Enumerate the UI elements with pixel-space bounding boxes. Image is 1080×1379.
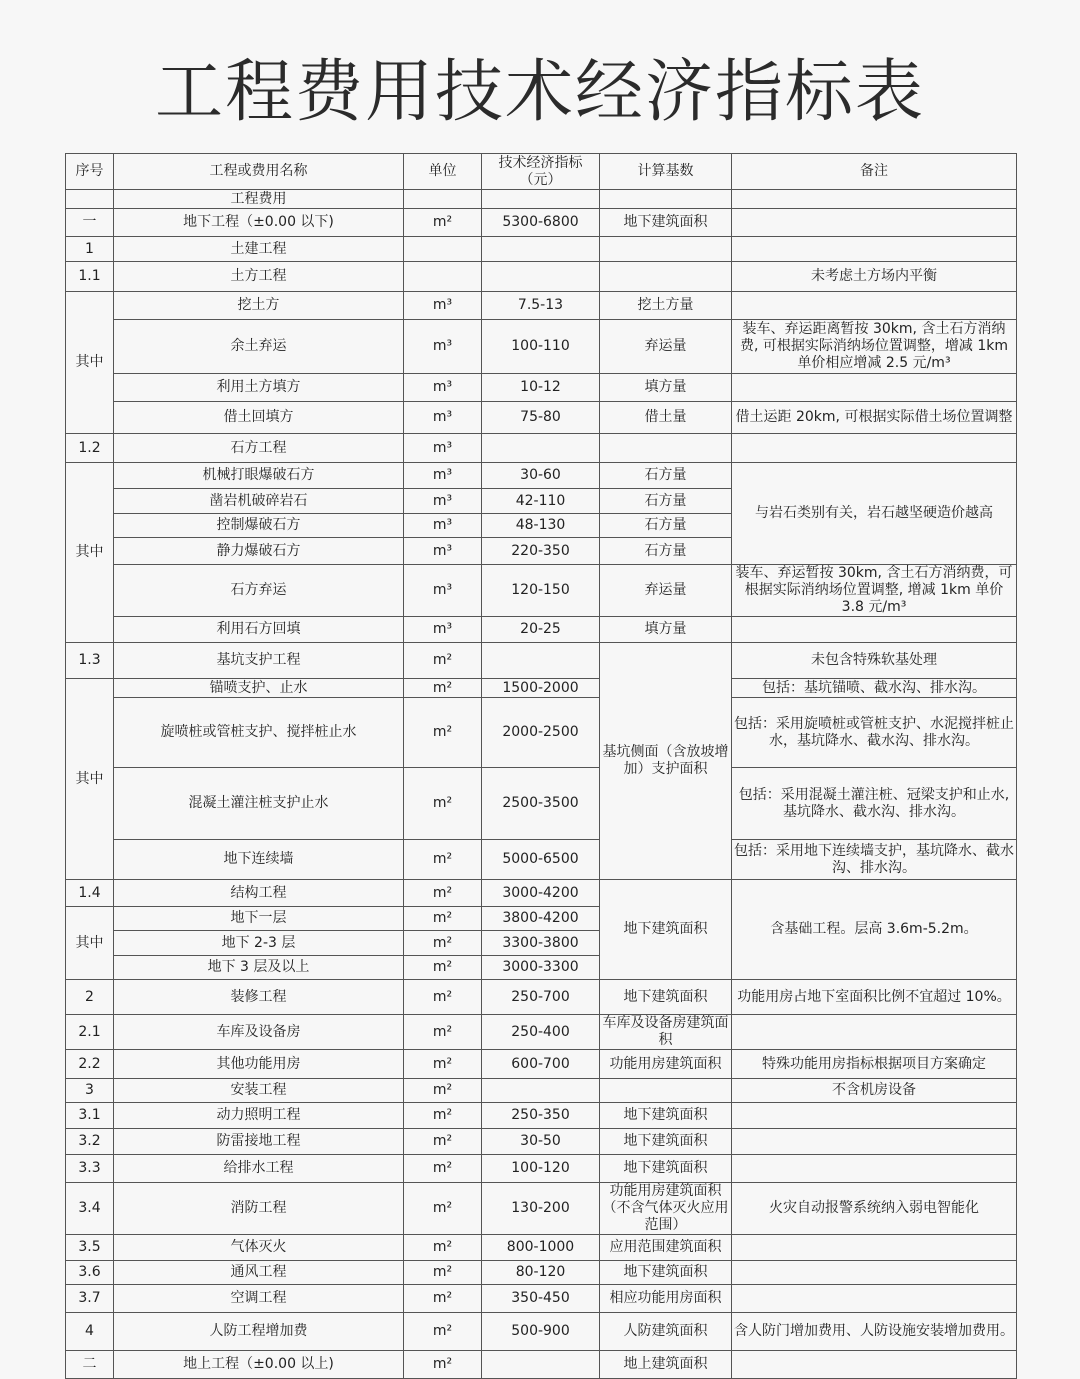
table-row (66, 617, 1017, 643)
row-name: 地上工程（±0.00 以上) (114, 1351, 404, 1379)
row-unit: m³ (404, 538, 482, 565)
row-seq: 二 (66, 1351, 114, 1379)
row-note: 未包含特殊软基处理 (732, 643, 1017, 679)
row-seq: 3.4 (66, 1183, 114, 1235)
row-basis: 地下建筑面积 (600, 880, 732, 980)
row-unit: m² (404, 1285, 482, 1313)
row-basis: 挖土方量 (600, 292, 732, 320)
row-note: 火灾自动报警系统纳入弱电智能化 (732, 1183, 1017, 1235)
row-note: 未考虑土方场内平衡 (732, 262, 1017, 292)
row-index: 5000-6500 (482, 840, 600, 880)
row-seq: 3.5 (66, 1235, 114, 1261)
row-seq: 其中 (66, 292, 114, 434)
row-name: 土方工程 (114, 262, 404, 292)
row-unit: m² (404, 1015, 482, 1050)
row-basis: 应用范围建筑面积 (600, 1235, 732, 1261)
row-name: 车库及设备房 (114, 1015, 404, 1050)
row-unit: m² (404, 768, 482, 840)
row-index: 30-50 (482, 1129, 600, 1155)
row-note: 与岩石类别有关，岩石越坚硬造价越高 (732, 463, 1017, 565)
row-basis: 石方量 (600, 489, 732, 514)
row-index: 500-900 (482, 1313, 600, 1351)
row-index: 130-200 (482, 1183, 600, 1235)
header-row (66, 154, 1017, 190)
row-name: 气体灭火 (114, 1235, 404, 1261)
row-note: 包括：基坑锚喷、截水沟、排水沟。 (732, 679, 1017, 698)
table-row (66, 679, 1017, 698)
row-note: 借土运距 20km, 可根据实际借土场位置调整 (732, 402, 1017, 434)
row-unit: m² (404, 1103, 482, 1129)
row-name: 安装工程 (114, 1079, 404, 1103)
row-name: 锚喷支护、止水 (114, 679, 404, 698)
row-seq: 3.3 (66, 1155, 114, 1183)
row-basis: 地下建筑面积 (600, 1261, 732, 1285)
table-row (66, 880, 1017, 907)
row-basis: 地上建筑面积 (600, 1351, 732, 1379)
row-basis: 相应功能用房面积 (600, 1285, 732, 1313)
row-name: 空调工程 (114, 1285, 404, 1313)
row-note: 包括：采用混凝土灌注桩、冠梁支护和止水, 基坑降水、截水沟、排水沟。 (732, 768, 1017, 840)
row-name: 借土回填方 (114, 402, 404, 434)
table-row (66, 402, 1017, 434)
row-unit: m² (404, 1183, 482, 1235)
row-name: 石方工程 (114, 434, 404, 463)
row-index: 5300-6800 (482, 209, 600, 237)
row-unit: m³ (404, 617, 482, 643)
row-unit: m² (404, 840, 482, 880)
table-row (66, 768, 1017, 840)
header-basis: 计算基数 (600, 154, 732, 190)
table-row (66, 1129, 1017, 1155)
row-note: 特殊功能用房指标根据项目方案确定 (732, 1050, 1017, 1079)
row-unit: m³ (404, 514, 482, 538)
row-unit: m² (404, 907, 482, 931)
row-name: 地下 2-3 层 (114, 931, 404, 956)
row-index: 7.5-13 (482, 292, 600, 320)
row-name: 其他功能用房 (114, 1050, 404, 1079)
row-unit: m² (404, 1235, 482, 1261)
row-name: 挖土方 (114, 292, 404, 320)
table-row (66, 190, 1017, 209)
row-note: 不含机房设备 (732, 1079, 1017, 1103)
row-name: 机械打眼爆破石方 (114, 463, 404, 489)
row-index: 220-350 (482, 538, 600, 565)
row-basis: 借土量 (600, 402, 732, 434)
row-unit: m² (404, 1050, 482, 1079)
row-basis: 地下建筑面积 (600, 1155, 732, 1183)
row-seq: 其中 (66, 907, 114, 980)
row-name: 装修工程 (114, 980, 404, 1015)
row-name: 地下工程（±0.00 以下) (114, 209, 404, 237)
row-unit: m² (404, 643, 482, 679)
row-seq: 1.1 (66, 262, 114, 292)
row-index: 20-25 (482, 617, 600, 643)
row-seq: 1 (66, 237, 114, 262)
table-row (66, 463, 1017, 489)
row-name: 人防工程增加费 (114, 1313, 404, 1351)
row-index: 250-700 (482, 980, 600, 1015)
row-note: 包括：采用旋喷桩或管桩支护、水泥搅拌桩止水，基坑降水、截水沟、排水沟。 (732, 698, 1017, 768)
row-note: 装车、弃运暂按 30km, 含土石方消纳费，可根据实际消纳场位置调整, 增减 1km 单价 3.8 元/m³ (732, 565, 1017, 617)
row-basis: 石方量 (600, 463, 732, 489)
row-unit: m³ (404, 374, 482, 402)
header-index: 技术经济指标（元） (482, 154, 600, 190)
table-row (66, 1155, 1017, 1183)
row-name: 控制爆破石方 (114, 514, 404, 538)
table-row (66, 840, 1017, 880)
table-row (66, 434, 1017, 463)
row-basis: 弃运量 (600, 565, 732, 617)
row-unit: m² (404, 1313, 482, 1351)
row-seq: 1.3 (66, 643, 114, 679)
row-name: 地下一层 (114, 907, 404, 931)
table-row (66, 320, 1017, 374)
row-name: 土建工程 (114, 237, 404, 262)
row-note: 装车、弃运距离暂按 30km, 含土石方消纳费, 可根据实际消纳场位置调整，增减 1km 单价相应增减 2.5 元/m³ (732, 320, 1017, 374)
row-note: 含人防门增加费用、人防设施安装增加费用。 (732, 1313, 1017, 1351)
row-basis: 石方量 (600, 538, 732, 565)
table-row (66, 1079, 1017, 1103)
row-seq: 3.7 (66, 1285, 114, 1313)
row-index: 3000-4200 (482, 880, 600, 907)
row-name: 石方弃运 (114, 565, 404, 617)
row-note: 功能用房占地下室面积比例不宜超过 10%。 (732, 980, 1017, 1015)
table-row (66, 1285, 1017, 1313)
row-index: 100-110 (482, 320, 600, 374)
row-name: 旋喷桩或管桩支护、搅拌桩止水 (114, 698, 404, 768)
row-unit: m² (404, 1079, 482, 1103)
row-unit: m² (404, 1351, 482, 1379)
table-row (66, 565, 1017, 617)
page-title: 工程费用技术经济指标表 (154, 53, 925, 132)
indicator-table (65, 153, 1017, 1379)
row-unit: m² (404, 1155, 482, 1183)
row-name: 地下连续墙 (114, 840, 404, 880)
row-index: 350-450 (482, 1285, 600, 1313)
row-index: 3000-3300 (482, 956, 600, 980)
row-unit: m² (404, 956, 482, 980)
row-index: 3300-3800 (482, 931, 600, 956)
header-note: 备注 (732, 154, 1017, 190)
row-name: 结构工程 (114, 880, 404, 907)
table-row (66, 262, 1017, 292)
row-seq: 一 (66, 209, 114, 237)
row-basis: 地下建筑面积 (600, 1129, 732, 1155)
row-name: 通风工程 (114, 1261, 404, 1285)
row-basis: 地下建筑面积 (600, 1103, 732, 1129)
row-seq: 3 (66, 1079, 114, 1103)
row-name: 静力爆破石方 (114, 538, 404, 565)
row-seq: 2 (66, 980, 114, 1015)
row-name: 利用石方回填 (114, 617, 404, 643)
row-index: 800-1000 (482, 1235, 600, 1261)
row-name: 防雷接地工程 (114, 1129, 404, 1155)
row-basis: 弃运量 (600, 320, 732, 374)
row-index: 120-150 (482, 565, 600, 617)
row-seq: 1.2 (66, 434, 114, 463)
row-unit: m² (404, 880, 482, 907)
row-note: 包括：采用地下连续墙支护，基坑降水、截水沟、排水沟。 (732, 840, 1017, 880)
row-unit: m² (404, 698, 482, 768)
table-row (66, 1313, 1017, 1351)
table-row (66, 698, 1017, 768)
row-index: 2500-3500 (482, 768, 600, 840)
row-index: 42-110 (482, 489, 600, 514)
row-name: 余土弃运 (114, 320, 404, 374)
row-unit: m³ (404, 463, 482, 489)
row-basis: 人防建筑面积 (600, 1313, 732, 1351)
row-name: 凿岩机破碎岩石 (114, 489, 404, 514)
row-seq: 1.4 (66, 880, 114, 907)
row-unit: m² (404, 1129, 482, 1155)
row-name: 消防工程 (114, 1183, 404, 1235)
row-index: 100-120 (482, 1155, 600, 1183)
row-seq: 其中 (66, 679, 114, 880)
row-name: 利用土方填方 (114, 374, 404, 402)
row-unit: m² (404, 209, 482, 237)
row-name: 地下 3 层及以上 (114, 956, 404, 980)
row-index: 250-350 (482, 1103, 600, 1129)
table-row (66, 1235, 1017, 1261)
row-unit: m³ (404, 320, 482, 374)
table-row (66, 1050, 1017, 1079)
row-seq: 2.1 (66, 1015, 114, 1050)
row-unit: m² (404, 980, 482, 1015)
table-row (66, 1015, 1017, 1050)
row-note: 含基础工程。层高 3.6m-5.2m。 (732, 880, 1017, 980)
row-basis: 填方量 (600, 374, 732, 402)
row-unit: m³ (404, 434, 482, 463)
row-unit: m² (404, 1261, 482, 1285)
table-row (66, 1351, 1017, 1379)
table-row (66, 292, 1017, 320)
row-unit: m³ (404, 292, 482, 320)
row-basis: 基坑侧面（含放坡增加）支护面积 (600, 643, 732, 880)
row-seq: 3.2 (66, 1129, 114, 1155)
row-seq: 2.2 (66, 1050, 114, 1079)
table-row (66, 980, 1017, 1015)
row-index: 1500-2000 (482, 679, 600, 698)
row-name: 动力照明工程 (114, 1103, 404, 1129)
row-index: 30-60 (482, 463, 600, 489)
row-index: 10-12 (482, 374, 600, 402)
row-index: 2000-2500 (482, 698, 600, 768)
table-row (66, 1261, 1017, 1285)
table-row (66, 1103, 1017, 1129)
row-seq: 4 (66, 1313, 114, 1351)
row-index: 48-130 (482, 514, 600, 538)
table-row (66, 643, 1017, 679)
header-name: 工程或费用名称 (114, 154, 404, 190)
row-seq: 3.6 (66, 1261, 114, 1285)
row-unit: m² (404, 679, 482, 698)
row-basis: 石方量 (600, 514, 732, 538)
table-row (66, 1183, 1017, 1235)
row-basis: 地下建筑面积 (600, 209, 732, 237)
row-unit: m³ (404, 489, 482, 514)
row-name: 混凝土灌注桩支护止水 (114, 768, 404, 840)
row-unit: m³ (404, 565, 482, 617)
row-seq: 3.1 (66, 1103, 114, 1129)
row-seq: 其中 (66, 463, 114, 643)
row-basis: 车库及设备房建筑面积 (600, 1015, 732, 1050)
row-index: 3800-4200 (482, 907, 600, 931)
row-name: 工程费用 (114, 190, 404, 209)
header-unit: 单位 (404, 154, 482, 190)
row-index: 600-700 (482, 1050, 600, 1079)
row-basis: 功能用房建筑面积 (600, 1050, 732, 1079)
row-index: 250-400 (482, 1015, 600, 1050)
row-basis: 功能用房建筑面积（不含气体灭火应用范围） (600, 1183, 732, 1235)
row-unit: m³ (404, 402, 482, 434)
table-row (66, 209, 1017, 237)
row-name: 基坑支护工程 (114, 643, 404, 679)
row-basis: 填方量 (600, 617, 732, 643)
table-row (66, 374, 1017, 402)
row-index: 75-80 (482, 402, 600, 434)
row-name: 给排水工程 (114, 1155, 404, 1183)
table-row (66, 237, 1017, 262)
row-unit: m² (404, 931, 482, 956)
row-index: 80-120 (482, 1261, 600, 1285)
row-basis: 地下建筑面积 (600, 980, 732, 1015)
header-seq: 序号 (66, 154, 114, 190)
